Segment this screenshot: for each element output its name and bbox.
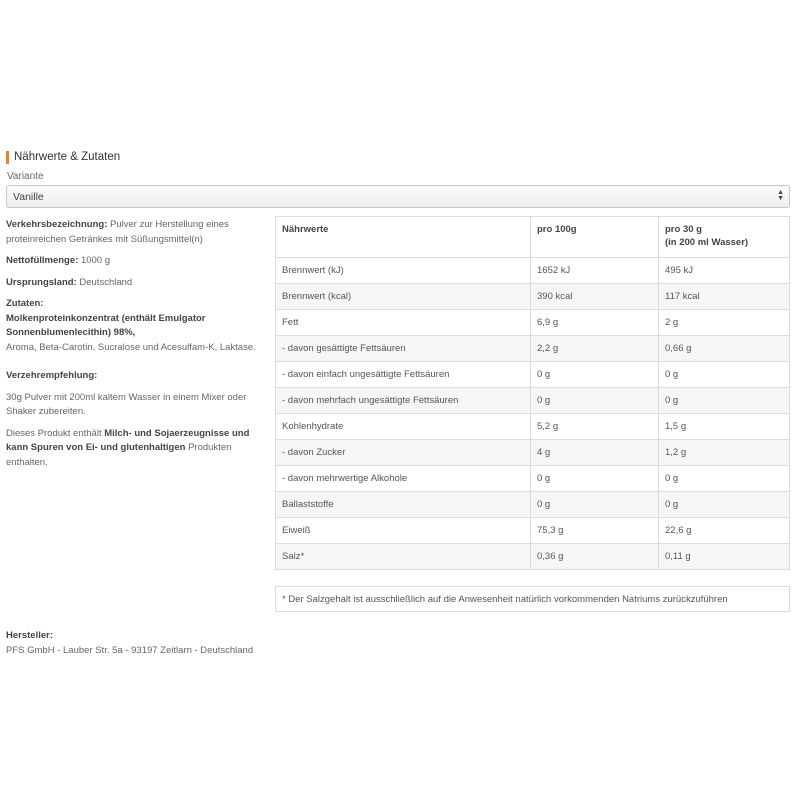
cell-name: - davon mehrwertige Alkohole <box>276 466 531 492</box>
table-row <box>276 466 790 492</box>
cell-name: - davon mehrfach ungesättigte Fettsäuren <box>276 388 531 414</box>
table-row <box>276 258 790 284</box>
zutaten-rest: Aroma, Beta-Carotin, Sucralose und Acesulfam-K, Laktase. <box>6 341 256 353</box>
allergen-bold: Milch- und Sojaerzeugnisse und kann Spuren von Ei- und glutenhaltigen <box>6 427 250 453</box>
ursprungsland <box>6 276 256 291</box>
cell-per100: 2,2 g <box>531 336 659 362</box>
table-row <box>276 336 790 362</box>
table-row <box>276 362 790 388</box>
cell-per100: 1652 kJ <box>531 258 659 284</box>
verzehrempfehlung-label <box>6 369 256 384</box>
cell-per30: 22,6 g <box>659 518 790 544</box>
cell-per100: 0 g <box>531 492 659 518</box>
table-row <box>276 310 790 336</box>
table-row <box>276 544 790 570</box>
header-pro-100g: pro 100g <box>531 217 659 258</box>
cell-per100: 4 g <box>531 440 659 466</box>
table-row <box>276 284 790 310</box>
table-row <box>276 492 790 518</box>
verzehrempfehlung-heading: Verzehrempfehlung: <box>6 370 98 381</box>
verkehrsbezeichnung-value: Pulver zur Herstellung eines proteinreichen Getränkes mit Süßungsmittel(n) <box>6 219 229 245</box>
variant-label: Variante <box>7 171 44 182</box>
select-arrows-icon: ▲ ▼ <box>777 189 784 202</box>
manufacturer-label: Hersteller: <box>6 630 53 641</box>
cell-name: Ballaststoffe <box>276 492 531 518</box>
cell-per30: 1,2 g <box>659 440 790 466</box>
header-naehrwerte: Nährwerte <box>276 217 531 258</box>
cell-per30: 0,11 g <box>659 544 790 570</box>
cell-per30: 2 g <box>659 310 790 336</box>
cell-per30: 0 g <box>659 362 790 388</box>
manufacturer-value: PFS GmbH - Lauber Str. 5a - 93197 Zeitlarn - Deutschland <box>6 645 254 656</box>
product-info <box>6 218 256 477</box>
manufacturer <box>6 628 253 658</box>
section-header <box>6 150 120 164</box>
cell-per30: 117 kcal <box>659 284 790 310</box>
allergen-info <box>6 427 256 471</box>
cell-name: Brennwert (kcal) <box>276 284 531 310</box>
salt-footnote: * Der Salzgehalt ist ausschließlich auf die Anwesenheit natürlich vorkommenden Natriums zurückzuführen <box>275 586 790 612</box>
cell-per30: 0 g <box>659 492 790 518</box>
cell-per30: 1,5 g <box>659 414 790 440</box>
allergen-post: Produkten enthalten. <box>6 442 232 468</box>
variant-selected-value: Vanille <box>13 190 44 203</box>
ursprungsland-value: Deutschland <box>76 276 133 288</box>
table-row <box>276 440 790 466</box>
ursprungsland-label: Ursprungsland: <box>6 276 77 288</box>
cell-per100: 0 g <box>531 466 659 492</box>
cell-name: Brennwert (kJ) <box>276 258 531 284</box>
nettofuellmenge-label: Nettofüllmenge: <box>6 255 79 266</box>
cell-name: Salz* <box>276 544 531 570</box>
cell-per100: 390 kcal <box>531 284 659 310</box>
nettofuellmenge-value: 1000 g <box>78 255 111 266</box>
cell-per30: 0,66 g <box>659 336 790 362</box>
cell-per100: 6,9 g <box>531 310 659 336</box>
allergen-pre: Dieses Produkt enthält <box>6 427 105 439</box>
header-pro-30g <box>659 217 790 258</box>
cell-name: Fett <box>276 310 531 336</box>
zutaten-main: Molkenproteinkonzentrat (enthält Emulgator Sonnenblumenlecithin) 98%, <box>6 312 206 338</box>
cell-per30: 0 g <box>659 388 790 414</box>
nettofuellmenge <box>6 254 256 269</box>
cell-per100: 75,3 g <box>531 518 659 544</box>
cell-per100: 0 g <box>531 388 659 414</box>
zutaten-label: Zutaten: <box>6 298 44 309</box>
table-row <box>276 518 790 544</box>
cell-name: Kohlenhydrate <box>276 414 531 440</box>
verkehrsbezeichnung-label: Verkehrsbezeichnung: <box>6 219 108 230</box>
verzehrempfehlung-text: 30g Pulver mit 200ml kaltem Wasser in einem Mixer oder Shaker zubereiten. <box>6 391 247 417</box>
verkehrsbezeichnung <box>6 218 256 247</box>
nutrition-header-row <box>276 217 790 258</box>
nutrition-table <box>275 216 790 570</box>
variant-select[interactable] <box>6 185 790 208</box>
table-row <box>276 388 790 414</box>
cell-per100: 0,36 g <box>531 544 659 570</box>
cell-per100: 0 g <box>531 362 659 388</box>
table-row <box>276 414 790 440</box>
cell-name: - davon einfach ungesättigte Fettsäuren <box>276 362 531 388</box>
cell-per100: 5,2 g <box>531 414 659 440</box>
zutaten <box>6 297 256 355</box>
cell-per30: 0 g <box>659 466 790 492</box>
cell-name: - davon Zucker <box>276 440 531 466</box>
cell-name: Eiweiß <box>276 518 531 544</box>
cell-per30: 495 kJ <box>659 258 790 284</box>
section-title: Nährwerte & Zutaten <box>14 151 121 163</box>
cell-name: - davon gesättigte Fettsäuren <box>276 336 531 362</box>
header-pro-30g-line2: (in 200 ml Wasser) <box>665 236 749 248</box>
header-pro-30g-line1: pro 30 g <box>665 224 702 235</box>
accent-bar <box>6 151 9 164</box>
